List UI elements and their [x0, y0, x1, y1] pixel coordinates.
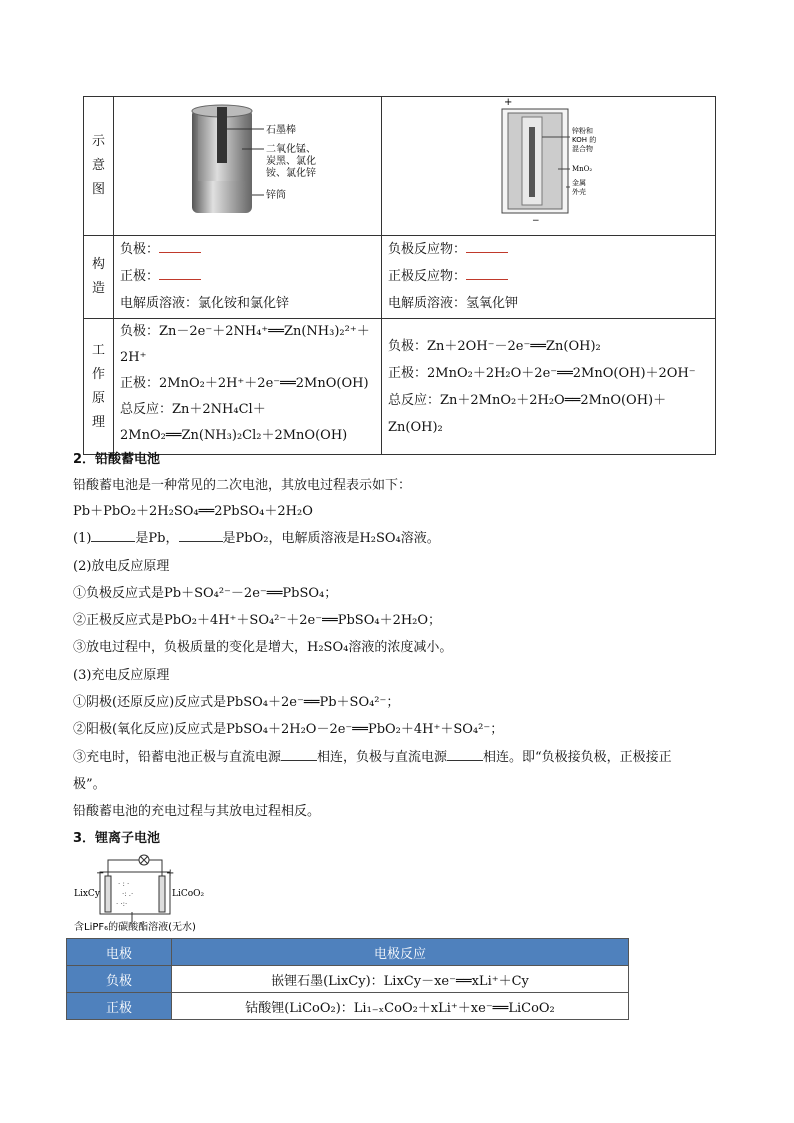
lead-acid-overall-eq: Pb＋PbO₂＋2H₂SO₄══2PbSO₄＋2H₂O — [73, 504, 313, 519]
alkaline-cell-diagram — [382, 97, 716, 225]
battery-comparison-table — [83, 96, 716, 455]
blank-neg — [159, 240, 201, 253]
blank-pos — [159, 267, 201, 280]
table-row: 正极 钴酸锂(LiCoO₂)：Li₁₋ₓCoO₂＋xLi⁺＋xe⁻══LiCoO₂ — [67, 993, 629, 1020]
lithium-anode-label: LixCy — [74, 889, 100, 899]
label-rod: 石墨棒 — [266, 125, 296, 136]
charge-connection: ③充电时，铅蓄电池正极与直流电源 相连，负极与直流电源 相连。即“负极接负极，正极接正 — [73, 750, 672, 765]
table-row: 负极 嵌锂石墨(LixCy)：LixCy－xe⁻══xLi⁺＋Cy — [67, 966, 629, 993]
charge-connection-end: 极”。 — [73, 777, 106, 792]
row-header-principle: 工作原理 — [84, 319, 114, 455]
zinc-manganese-structure: 负极： 正极： 电解质溶液：氯化铵和氯化锌 — [114, 236, 382, 319]
dry-cell-diagram — [114, 97, 382, 225]
row-header-diagram: 示意图 — [84, 97, 114, 236]
discharge-eq-1: ①负极反应式是Pb＋SO₄²⁻－2e⁻══PbSO₄； — [73, 586, 338, 601]
table-header-reaction: 电极反应 — [172, 939, 629, 966]
svg-text:金属外壳: 金属外壳 — [572, 179, 586, 196]
blank-alk-neg — [466, 240, 508, 253]
blank-alk-pos — [466, 267, 508, 280]
label-plus: + — [504, 97, 513, 108]
blank-3 — [281, 748, 317, 761]
discharge-eq-2: ②正极反应式是PbO₂＋4H⁺＋SO₄²⁻＋2e⁻══PbSO₄＋2H₂O； — [73, 613, 442, 628]
discharge-note: ③放电过程中，负极质量的变化是增大，H₂SO₄溶液的浓度减小。 — [73, 640, 453, 655]
lithium-plus: + — [166, 868, 175, 879]
charge-eq-1: ①阴极(还原反应)反应式是PbSO₄＋2e⁻══Pb＋SO₄²⁻； — [73, 695, 400, 710]
table-header-electrode: 电极 — [67, 939, 172, 966]
charge-title: (3)充电反应原理 — [73, 668, 170, 683]
label-can: 锌筒 — [266, 190, 286, 201]
lithium-minus: − — [96, 868, 105, 879]
alkaline-structure: 负极反应物： 正极反应物： 电解质溶液：氢氧化钾 — [382, 236, 716, 319]
row-header-structure: 构造 — [84, 236, 114, 319]
discharge-title: (2)放电反应原理 — [73, 559, 170, 574]
blank-2 — [179, 529, 223, 542]
lithium-cathode-label: LiCoO₂ — [172, 889, 205, 899]
blank-4 — [447, 748, 483, 761]
lithium-cell-diagram — [70, 850, 230, 934]
svg-text:锌粉和KOH 的混合物: 锌粉和 KOH 的混合物 — [572, 127, 597, 153]
alkaline-diagram-cell — [382, 97, 716, 236]
charge-eq-2: ②阳极(氧化反应)反应式是PbSO₄＋2H₂O－2e⁻══PbO₂＋4H⁺＋SO₄²⁻； — [73, 722, 504, 737]
section-title-lithium: 3．锂离子电池 — [73, 831, 161, 846]
lithium-electrolyte-caption: 含LiPF₆的碳酸酯溶液(无水) — [74, 922, 196, 933]
label-mno2: MnO₂ — [572, 165, 593, 173]
lead-acid-intro: 铅酸蓄电池是一种常见的二次电池，其放电过程表示如下： — [73, 478, 412, 493]
blank-1 — [91, 529, 135, 542]
section-title-lead-acid: 2．铅酸蓄电池 — [73, 452, 161, 467]
svg-text:· : ··: .·· ·:·: · : · ·: .· · ·:· — [116, 880, 134, 908]
zinc-manganese-diagram-cell — [114, 97, 382, 236]
alkaline-principle: 负极：Zn＋2OH⁻－2e⁻══Zn(OH)₂ 正极：2MnO₂＋2H₂O＋2e⁻══2MnO(OH)＋2OH⁻ 总反应：Zn＋2MnO₂＋2H₂O══2MnO(OH)＋Zn(OH)₂ — [382, 319, 716, 455]
zinc-manganese-principle: 负极：Zn－2e⁻＋2NH₄⁺══Zn(NH₃)₂²⁺＋2H⁺ 正极：2MnO₂＋2H⁺＋2e⁻══2MnO(OH) 总反应：Zn＋2NH₄Cl＋2MnO₂══Zn(NH₃)₂Cl₂＋2MnO(OH) — [114, 319, 382, 455]
label-minus: − — [532, 216, 540, 225]
svg-text:二氧化锰、炭黑、氯化铵、氯化锌: 二氧化锰、炭黑、氯化铵、氯化锌 — [266, 144, 316, 179]
electrode-reaction-table — [66, 938, 629, 1020]
lead-acid-q1: (1) 是Pb， 是PbO₂，电解质溶液是H₂SO₄溶液。 — [73, 531, 440, 546]
lead-acid-note: 铅酸蓄电池的充电过程与其放电过程相反。 — [73, 804, 321, 819]
